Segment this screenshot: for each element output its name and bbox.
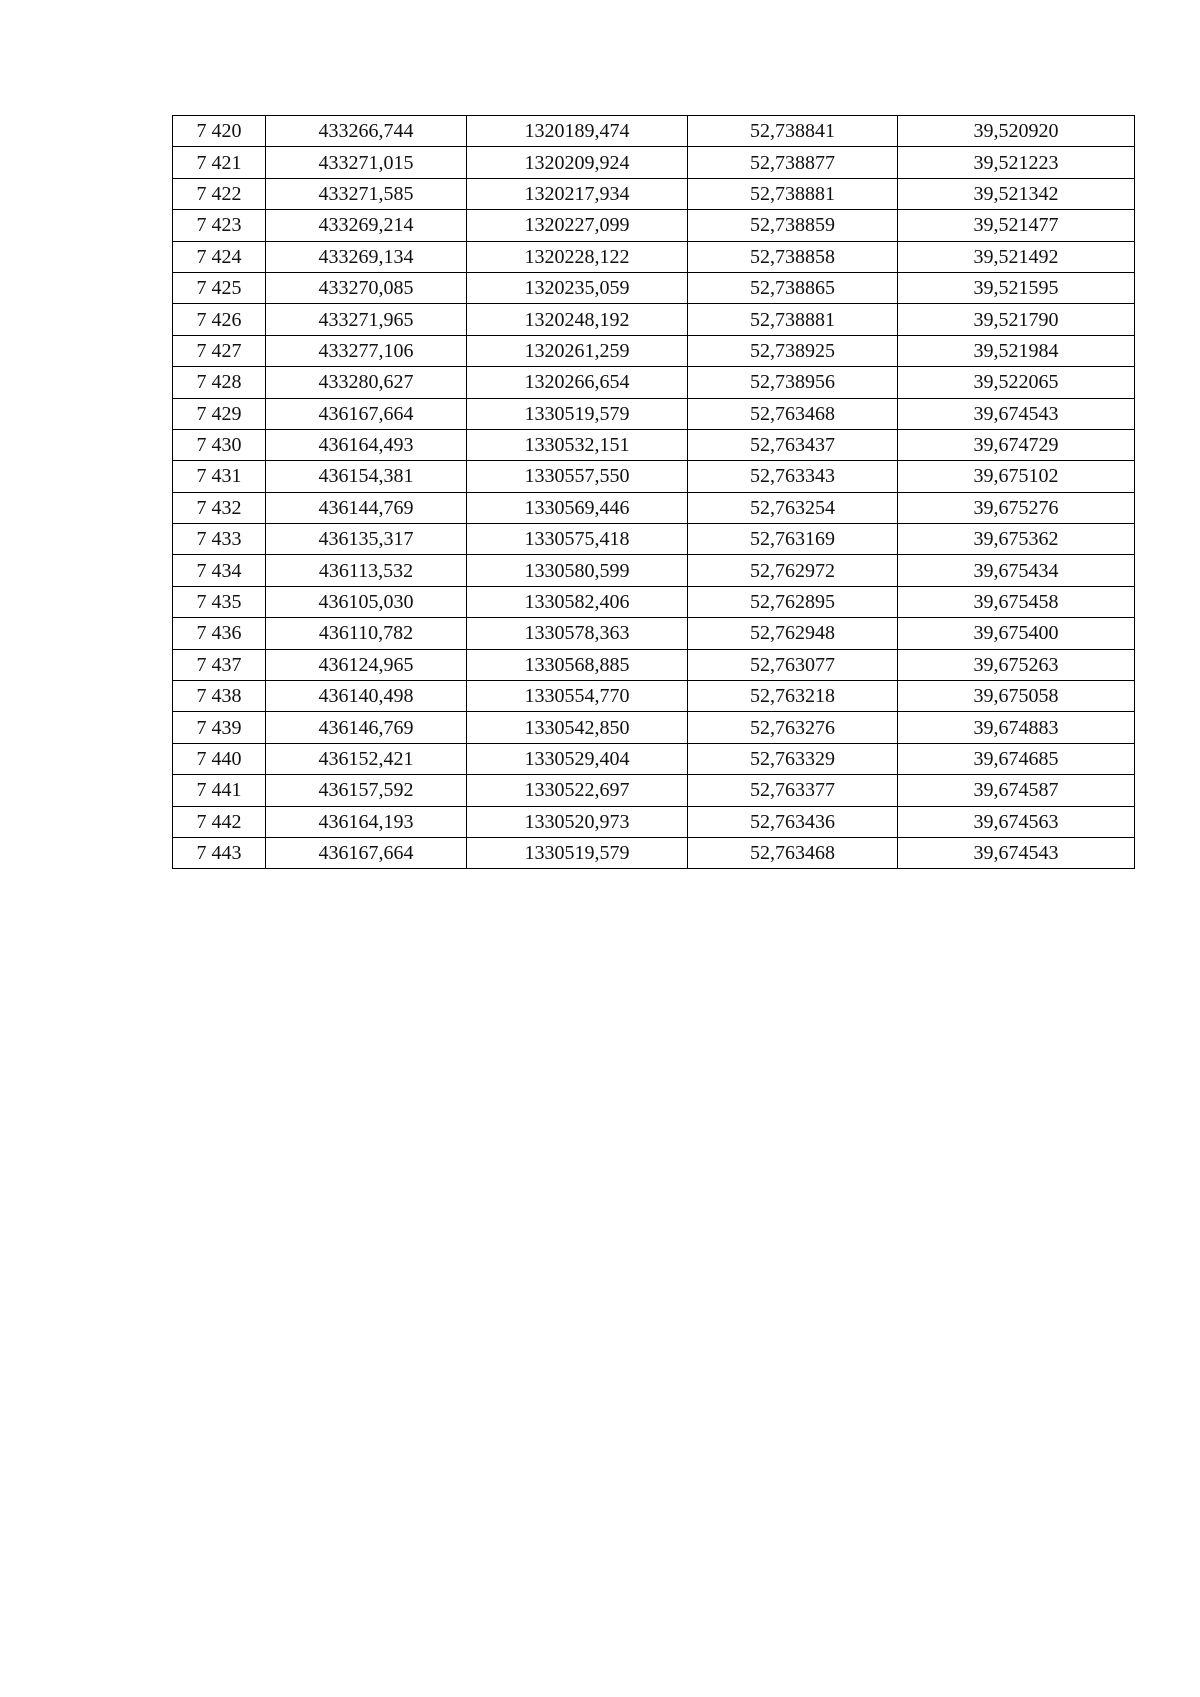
y-coordinate-cell: 1320235,059 [467, 272, 688, 303]
latitude-cell: 52,738881 [688, 178, 898, 209]
y-coordinate-cell: 1320261,259 [467, 335, 688, 366]
point-number-cell: 7 428 [173, 367, 266, 398]
x-coordinate-cell: 433277,106 [266, 335, 467, 366]
latitude-cell: 52,762948 [688, 618, 898, 649]
longitude-cell: 39,674883 [898, 712, 1135, 743]
latitude-cell: 52,738858 [688, 241, 898, 272]
latitude-cell: 52,763276 [688, 712, 898, 743]
table-row [173, 743, 1135, 774]
table-row [173, 335, 1135, 366]
x-coordinate-cell: 433269,214 [266, 210, 467, 241]
longitude-cell: 39,521223 [898, 147, 1135, 178]
x-coordinate-cell: 436140,498 [266, 681, 467, 712]
table-row [173, 649, 1135, 680]
point-number-cell: 7 437 [173, 649, 266, 680]
x-coordinate-cell: 433269,134 [266, 241, 467, 272]
longitude-cell: 39,674685 [898, 743, 1135, 774]
table-row [173, 775, 1135, 806]
latitude-cell: 52,763329 [688, 743, 898, 774]
table-row [173, 555, 1135, 586]
latitude-cell: 52,762972 [688, 555, 898, 586]
y-coordinate-cell: 1320189,474 [467, 116, 688, 147]
table-row [173, 398, 1135, 429]
coordinates-table [172, 115, 1135, 869]
point-number-cell: 7 431 [173, 461, 266, 492]
table-row [173, 492, 1135, 523]
point-number-cell: 7 433 [173, 524, 266, 555]
x-coordinate-cell: 436164,493 [266, 429, 467, 460]
y-coordinate-cell: 1330582,406 [467, 586, 688, 617]
point-number-cell: 7 423 [173, 210, 266, 241]
x-coordinate-cell: 436167,664 [266, 837, 467, 868]
y-coordinate-cell: 1330519,579 [467, 398, 688, 429]
latitude-cell: 52,763468 [688, 837, 898, 868]
x-coordinate-cell: 436124,965 [266, 649, 467, 680]
longitude-cell: 39,675434 [898, 555, 1135, 586]
latitude-cell: 52,763254 [688, 492, 898, 523]
table-row [173, 681, 1135, 712]
longitude-cell: 39,674587 [898, 775, 1135, 806]
longitude-cell: 39,675102 [898, 461, 1135, 492]
x-coordinate-cell: 436167,664 [266, 398, 467, 429]
point-number-cell: 7 434 [173, 555, 266, 586]
point-number-cell: 7 438 [173, 681, 266, 712]
latitude-cell: 52,738877 [688, 147, 898, 178]
table-row [173, 712, 1135, 743]
longitude-cell: 39,675058 [898, 681, 1135, 712]
coordinates-table-body [173, 116, 1135, 869]
table-row [173, 429, 1135, 460]
longitude-cell: 39,675263 [898, 649, 1135, 680]
x-coordinate-cell: 433280,627 [266, 367, 467, 398]
table-row [173, 367, 1135, 398]
latitude-cell: 52,738881 [688, 304, 898, 335]
latitude-cell: 52,763077 [688, 649, 898, 680]
x-coordinate-cell: 436105,030 [266, 586, 467, 617]
latitude-cell: 52,763377 [688, 775, 898, 806]
table-row [173, 524, 1135, 555]
x-coordinate-cell: 436152,421 [266, 743, 467, 774]
x-coordinate-cell: 433270,085 [266, 272, 467, 303]
y-coordinate-cell: 1330532,151 [467, 429, 688, 460]
longitude-cell: 39,520920 [898, 116, 1135, 147]
point-number-cell: 7 430 [173, 429, 266, 460]
y-coordinate-cell: 1320248,192 [467, 304, 688, 335]
longitude-cell: 39,521492 [898, 241, 1135, 272]
y-coordinate-cell: 1330578,363 [467, 618, 688, 649]
table-row [173, 806, 1135, 837]
longitude-cell: 39,521790 [898, 304, 1135, 335]
latitude-cell: 52,763218 [688, 681, 898, 712]
y-coordinate-cell: 1330580,599 [467, 555, 688, 586]
table-row [173, 304, 1135, 335]
point-number-cell: 7 435 [173, 586, 266, 617]
longitude-cell: 39,674543 [898, 837, 1135, 868]
latitude-cell: 52,763169 [688, 524, 898, 555]
table-row [173, 116, 1135, 147]
latitude-cell: 52,738956 [688, 367, 898, 398]
point-number-cell: 7 429 [173, 398, 266, 429]
longitude-cell: 39,521342 [898, 178, 1135, 209]
table-row [173, 618, 1135, 649]
y-coordinate-cell: 1320228,122 [467, 241, 688, 272]
point-number-cell: 7 436 [173, 618, 266, 649]
latitude-cell: 52,762895 [688, 586, 898, 617]
y-coordinate-cell: 1330520,973 [467, 806, 688, 837]
longitude-cell: 39,675362 [898, 524, 1135, 555]
x-coordinate-cell: 436135,317 [266, 524, 467, 555]
y-coordinate-cell: 1330554,770 [467, 681, 688, 712]
y-coordinate-cell: 1330529,404 [467, 743, 688, 774]
point-number-cell: 7 440 [173, 743, 266, 774]
point-number-cell: 7 427 [173, 335, 266, 366]
latitude-cell: 52,738925 [688, 335, 898, 366]
longitude-cell: 39,675400 [898, 618, 1135, 649]
longitude-cell: 39,675458 [898, 586, 1135, 617]
point-number-cell: 7 442 [173, 806, 266, 837]
latitude-cell: 52,738865 [688, 272, 898, 303]
latitude-cell: 52,763436 [688, 806, 898, 837]
longitude-cell: 39,674729 [898, 429, 1135, 460]
longitude-cell: 39,521595 [898, 272, 1135, 303]
longitude-cell: 39,521984 [898, 335, 1135, 366]
y-coordinate-cell: 1330575,418 [467, 524, 688, 555]
table-row [173, 461, 1135, 492]
latitude-cell: 52,763437 [688, 429, 898, 460]
x-coordinate-cell: 433271,965 [266, 304, 467, 335]
table-row [173, 272, 1135, 303]
x-coordinate-cell: 433266,744 [266, 116, 467, 147]
longitude-cell: 39,522065 [898, 367, 1135, 398]
longitude-cell: 39,674563 [898, 806, 1135, 837]
longitude-cell: 39,674543 [898, 398, 1135, 429]
table-row [173, 210, 1135, 241]
x-coordinate-cell: 436144,769 [266, 492, 467, 523]
y-coordinate-cell: 1330522,697 [467, 775, 688, 806]
x-coordinate-cell: 436110,782 [266, 618, 467, 649]
latitude-cell: 52,763468 [688, 398, 898, 429]
x-coordinate-cell: 436146,769 [266, 712, 467, 743]
x-coordinate-cell: 436164,193 [266, 806, 467, 837]
point-number-cell: 7 421 [173, 147, 266, 178]
x-coordinate-cell: 433271,015 [266, 147, 467, 178]
point-number-cell: 7 443 [173, 837, 266, 868]
table-row [173, 147, 1135, 178]
y-coordinate-cell: 1320209,924 [467, 147, 688, 178]
x-coordinate-cell: 436154,381 [266, 461, 467, 492]
y-coordinate-cell: 1330542,850 [467, 712, 688, 743]
table-row [173, 837, 1135, 868]
point-number-cell: 7 439 [173, 712, 266, 743]
latitude-cell: 52,763343 [688, 461, 898, 492]
table-row [173, 241, 1135, 272]
y-coordinate-cell: 1320266,654 [467, 367, 688, 398]
x-coordinate-cell: 436113,532 [266, 555, 467, 586]
point-number-cell: 7 424 [173, 241, 266, 272]
point-number-cell: 7 441 [173, 775, 266, 806]
table-row [173, 586, 1135, 617]
x-coordinate-cell: 433271,585 [266, 178, 467, 209]
x-coordinate-cell: 436157,592 [266, 775, 467, 806]
point-number-cell: 7 432 [173, 492, 266, 523]
point-number-cell: 7 425 [173, 272, 266, 303]
latitude-cell: 52,738841 [688, 116, 898, 147]
point-number-cell: 7 426 [173, 304, 266, 335]
y-coordinate-cell: 1320217,934 [467, 178, 688, 209]
y-coordinate-cell: 1320227,099 [467, 210, 688, 241]
latitude-cell: 52,738859 [688, 210, 898, 241]
y-coordinate-cell: 1330519,579 [467, 837, 688, 868]
y-coordinate-cell: 1330569,446 [467, 492, 688, 523]
y-coordinate-cell: 1330568,885 [467, 649, 688, 680]
y-coordinate-cell: 1330557,550 [467, 461, 688, 492]
point-number-cell: 7 422 [173, 178, 266, 209]
point-number-cell: 7 420 [173, 116, 266, 147]
longitude-cell: 39,521477 [898, 210, 1135, 241]
longitude-cell: 39,675276 [898, 492, 1135, 523]
table-row [173, 178, 1135, 209]
